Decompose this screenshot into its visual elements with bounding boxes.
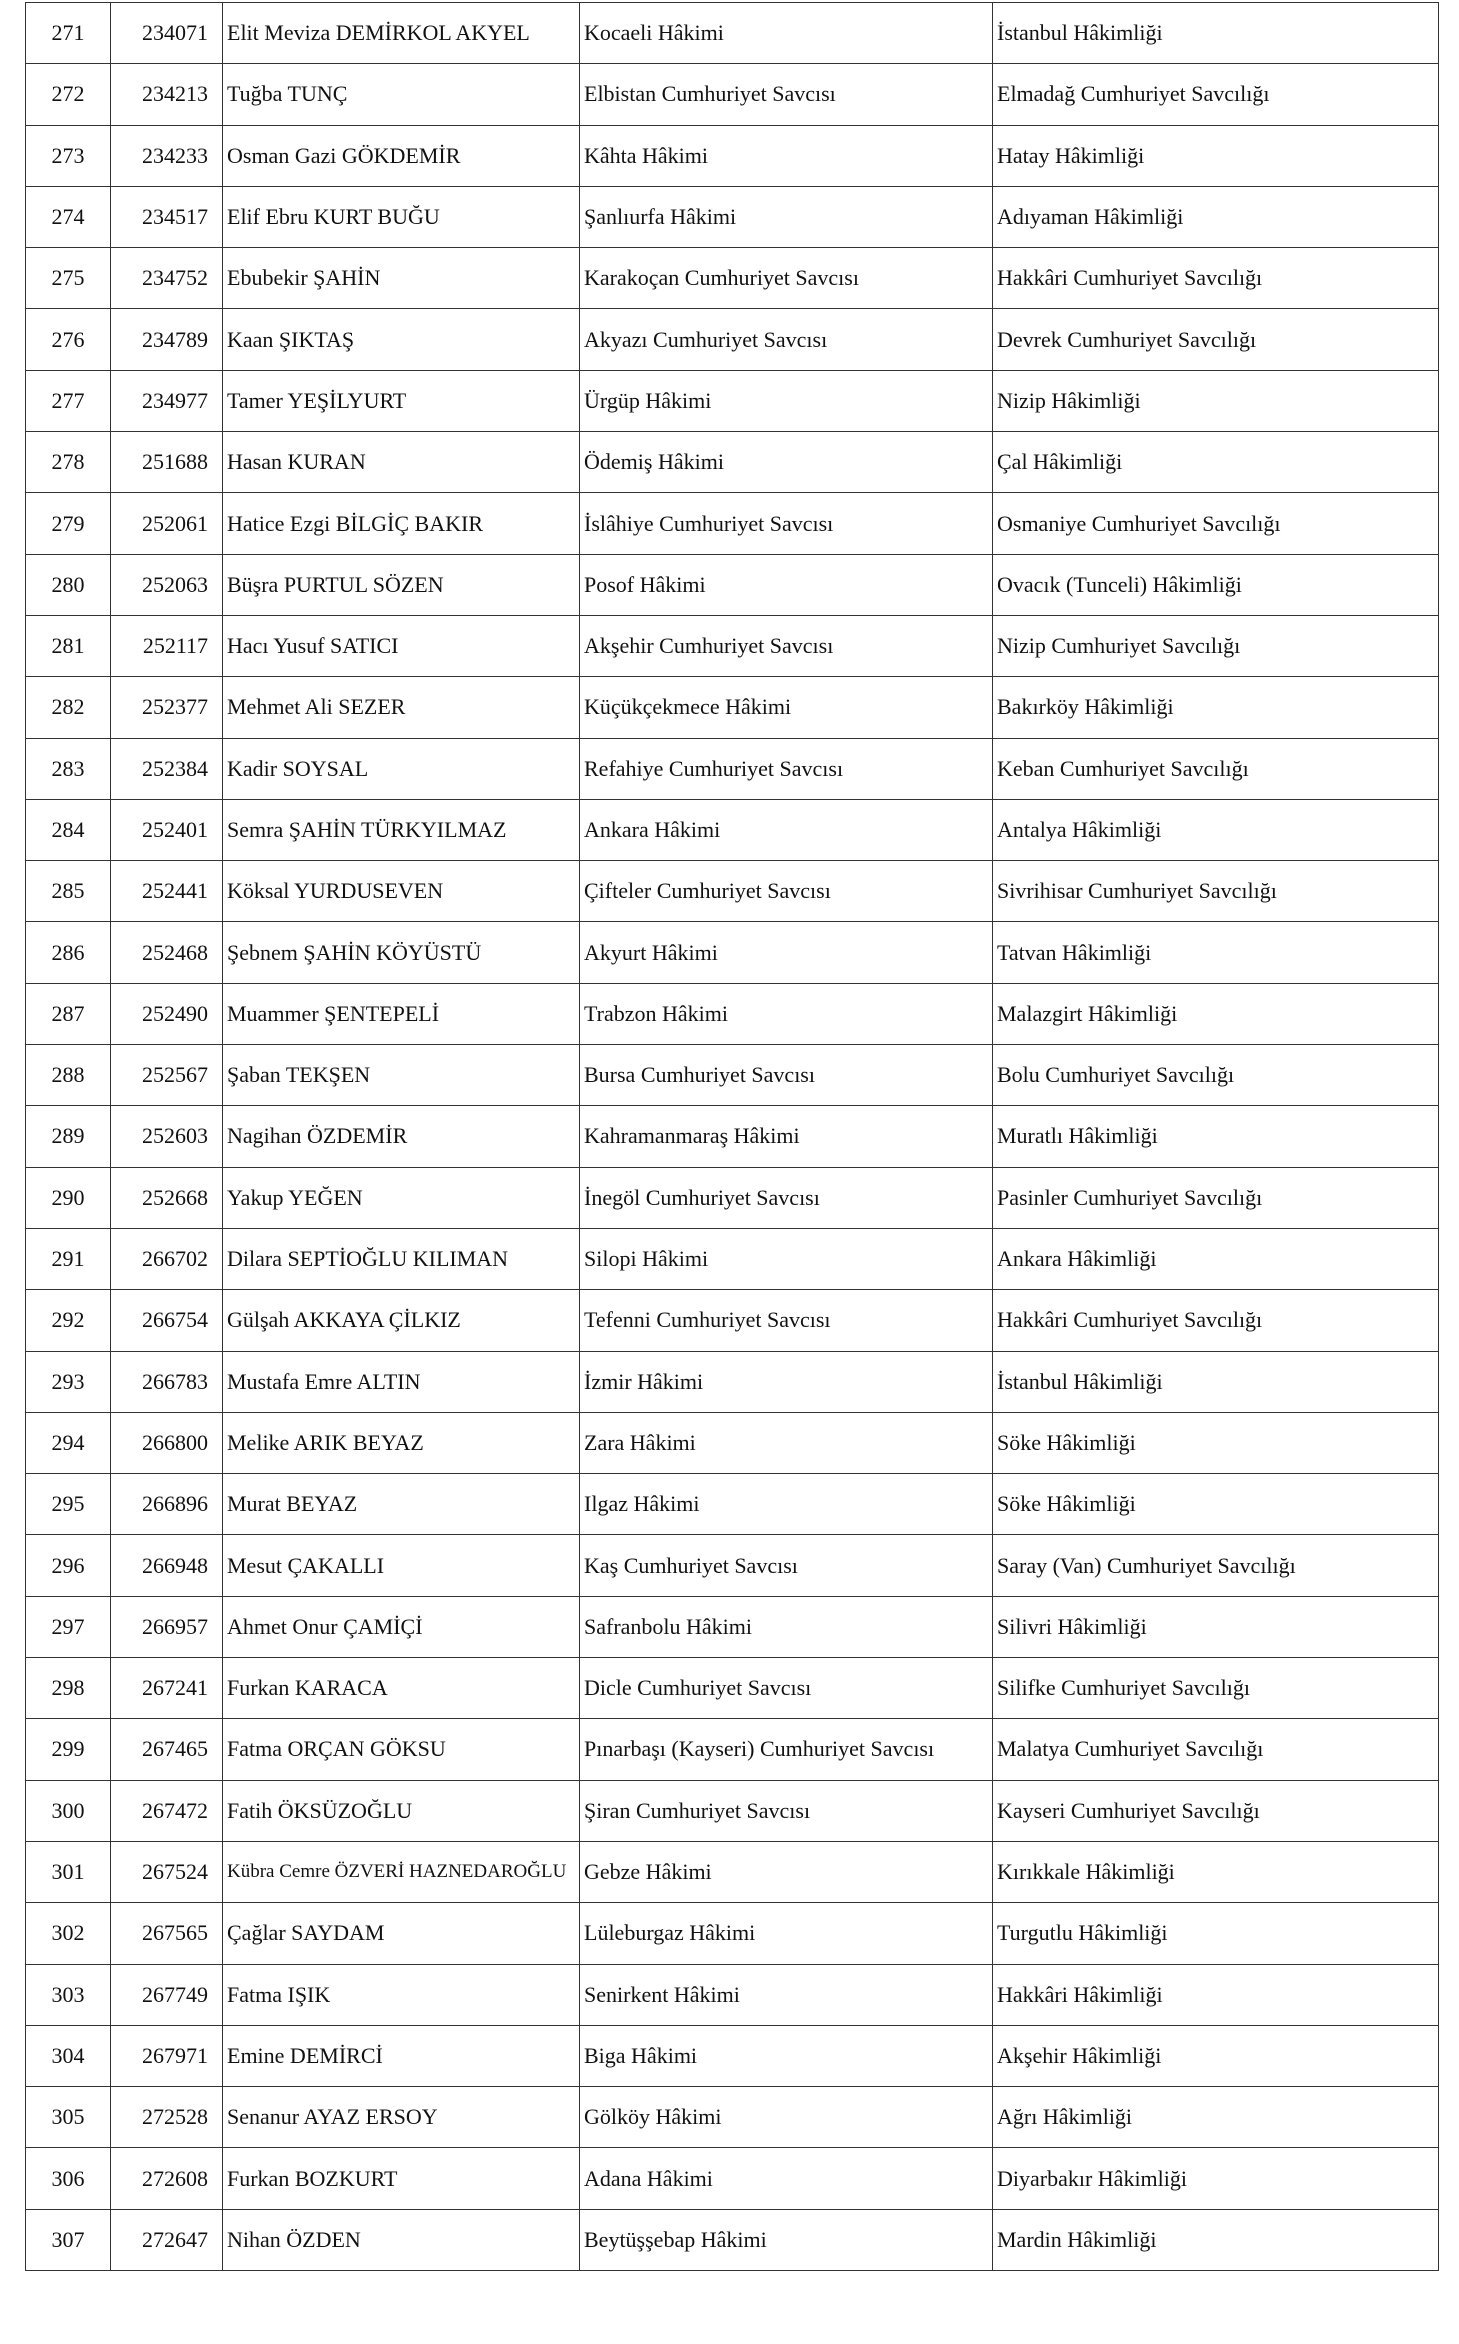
new-post-cell: Malazgirt Hâkimliği bbox=[993, 983, 1439, 1044]
person-name-cell: Murat BEYAZ bbox=[223, 1474, 580, 1535]
new-post-cell: Ankara Hâkimliği bbox=[993, 1228, 1439, 1289]
person-name-cell: Yakup YEĞEN bbox=[223, 1167, 580, 1228]
person-name-cell: Elit Meviza DEMİRKOL AKYEL bbox=[223, 3, 580, 64]
table-row bbox=[26, 615, 1439, 676]
current-post-cell: Kaş Cumhuriyet Savcısı bbox=[580, 1535, 993, 1596]
table-row bbox=[26, 1167, 1439, 1228]
row-number-cell: 271 bbox=[26, 3, 111, 64]
row-number-cell: 280 bbox=[26, 554, 111, 615]
new-post-cell: Sivrihisar Cumhuriyet Savcılığı bbox=[993, 861, 1439, 922]
new-post-cell: Turgutlu Hâkimliği bbox=[993, 1903, 1439, 1964]
person-name-cell: Melike ARIK BEYAZ bbox=[223, 1412, 580, 1473]
registry-number-cell: 252603 bbox=[111, 1106, 223, 1167]
row-number-cell: 298 bbox=[26, 1658, 111, 1719]
registry-number-cell: 267472 bbox=[111, 1780, 223, 1841]
person-name-cell: Elif Ebru KURT BUĞU bbox=[223, 186, 580, 247]
current-post-cell: Küçükçekmece Hâkimi bbox=[580, 677, 993, 738]
table-row bbox=[26, 1290, 1439, 1351]
person-name-cell: Kadir SOYSAL bbox=[223, 738, 580, 799]
new-post-cell: Ovacık (Tunceli) Hâkimliği bbox=[993, 554, 1439, 615]
person-name-cell: Fatma ORÇAN GÖKSU bbox=[223, 1719, 580, 1780]
person-name-cell: Muammer ŞENTEPELİ bbox=[223, 983, 580, 1044]
new-post-cell: Devrek Cumhuriyet Savcılığı bbox=[993, 309, 1439, 370]
table-row bbox=[26, 738, 1439, 799]
row-number-cell: 292 bbox=[26, 1290, 111, 1351]
table-row bbox=[26, 2025, 1439, 2086]
current-post-cell: Çifteler Cumhuriyet Savcısı bbox=[580, 861, 993, 922]
current-post-cell: İzmir Hâkimi bbox=[580, 1351, 993, 1412]
person-name-cell: Fatih ÖKSÜZOĞLU bbox=[223, 1780, 580, 1841]
current-post-cell: Şiran Cumhuriyet Savcısı bbox=[580, 1780, 993, 1841]
registry-number-cell: 267749 bbox=[111, 1964, 223, 2025]
person-name-cell: Senanur AYAZ ERSOY bbox=[223, 2087, 580, 2148]
current-post-cell: Kâhta Hâkimi bbox=[580, 125, 993, 186]
registry-number-cell: 252117 bbox=[111, 615, 223, 676]
current-post-cell: Posof Hâkimi bbox=[580, 554, 993, 615]
person-name-cell: Mehmet Ali SEZER bbox=[223, 677, 580, 738]
table-row bbox=[26, 1719, 1439, 1780]
row-number-cell: 287 bbox=[26, 983, 111, 1044]
row-number-cell: 293 bbox=[26, 1351, 111, 1412]
row-number-cell: 286 bbox=[26, 922, 111, 983]
row-number-cell: 275 bbox=[26, 248, 111, 309]
registry-number-cell: 252490 bbox=[111, 983, 223, 1044]
table-row bbox=[26, 554, 1439, 615]
decree-table-page bbox=[25, 2, 1438, 2271]
current-post-cell: Şanlıurfa Hâkimi bbox=[580, 186, 993, 247]
person-name-cell: Hacı Yusuf SATICI bbox=[223, 615, 580, 676]
registry-number-cell: 252567 bbox=[111, 1045, 223, 1106]
table-row bbox=[26, 1106, 1439, 1167]
registry-number-cell: 267241 bbox=[111, 1658, 223, 1719]
table-row bbox=[26, 2087, 1439, 2148]
row-number-cell: 276 bbox=[26, 309, 111, 370]
table-row bbox=[26, 2209, 1439, 2270]
registry-number-cell: 252377 bbox=[111, 677, 223, 738]
new-post-cell: Antalya Hâkimliği bbox=[993, 799, 1439, 860]
current-post-cell: Dicle Cumhuriyet Savcısı bbox=[580, 1658, 993, 1719]
new-post-cell: Çal Hâkimliği bbox=[993, 432, 1439, 493]
table-row bbox=[26, 1841, 1439, 1902]
row-number-cell: 305 bbox=[26, 2087, 111, 2148]
row-number-cell: 304 bbox=[26, 2025, 111, 2086]
person-name-cell: Şebnem ŞAHİN KÖYÜSTÜ bbox=[223, 922, 580, 983]
table-row bbox=[26, 1535, 1439, 1596]
current-post-cell: Lüleburgaz Hâkimi bbox=[580, 1903, 993, 1964]
person-name-cell: Ebubekir ŞAHİN bbox=[223, 248, 580, 309]
person-name-cell: Kaan ŞIKTAŞ bbox=[223, 309, 580, 370]
row-number-cell: 301 bbox=[26, 1841, 111, 1902]
row-number-cell: 303 bbox=[26, 1964, 111, 2025]
new-post-cell: Bakırköy Hâkimliği bbox=[993, 677, 1439, 738]
registry-number-cell: 272647 bbox=[111, 2209, 223, 2270]
table-row bbox=[26, 1351, 1439, 1412]
current-post-cell: Refahiye Cumhuriyet Savcısı bbox=[580, 738, 993, 799]
row-number-cell: 289 bbox=[26, 1106, 111, 1167]
table-row bbox=[26, 248, 1439, 309]
new-post-cell: Akşehir Hâkimliği bbox=[993, 2025, 1439, 2086]
person-name-cell: Mustafa Emre ALTIN bbox=[223, 1351, 580, 1412]
new-post-cell: Diyarbakır Hâkimliği bbox=[993, 2148, 1439, 2209]
new-post-cell: Osmaniye Cumhuriyet Savcılığı bbox=[993, 493, 1439, 554]
current-post-cell: Ürgüp Hâkimi bbox=[580, 370, 993, 431]
current-post-cell: Ilgaz Hâkimi bbox=[580, 1474, 993, 1535]
registry-number-cell: 272528 bbox=[111, 2087, 223, 2148]
row-number-cell: 273 bbox=[26, 125, 111, 186]
current-post-cell: Safranbolu Hâkimi bbox=[580, 1596, 993, 1657]
new-post-cell: Ağrı Hâkimliği bbox=[993, 2087, 1439, 2148]
current-post-cell: Ödemiş Hâkimi bbox=[580, 432, 993, 493]
new-post-cell: İstanbul Hâkimliği bbox=[993, 3, 1439, 64]
registry-number-cell: 252668 bbox=[111, 1167, 223, 1228]
new-post-cell: Bolu Cumhuriyet Savcılığı bbox=[993, 1045, 1439, 1106]
row-number-cell: 283 bbox=[26, 738, 111, 799]
person-name-cell: Hatice Ezgi BİLGİÇ BAKIR bbox=[223, 493, 580, 554]
table-row bbox=[26, 3, 1439, 64]
person-name-cell: Ahmet Onur ÇAMİÇİ bbox=[223, 1596, 580, 1657]
current-post-cell: Elbistan Cumhuriyet Savcısı bbox=[580, 64, 993, 125]
row-number-cell: 281 bbox=[26, 615, 111, 676]
new-post-cell: Kırıkkale Hâkimliği bbox=[993, 1841, 1439, 1902]
table-row bbox=[26, 1658, 1439, 1719]
registry-number-cell: 252063 bbox=[111, 554, 223, 615]
registry-number-cell: 267465 bbox=[111, 1719, 223, 1780]
new-post-cell: Hakkâri Cumhuriyet Savcılığı bbox=[993, 1290, 1439, 1351]
current-post-cell: Gebze Hâkimi bbox=[580, 1841, 993, 1902]
current-post-cell: Kocaeli Hâkimi bbox=[580, 3, 993, 64]
registry-number-cell: 266957 bbox=[111, 1596, 223, 1657]
registry-number-cell: 234517 bbox=[111, 186, 223, 247]
row-number-cell: 302 bbox=[26, 1903, 111, 1964]
new-post-cell: Pasinler Cumhuriyet Savcılığı bbox=[993, 1167, 1439, 1228]
table-row bbox=[26, 370, 1439, 431]
table-row bbox=[26, 1780, 1439, 1841]
current-post-cell: Tefenni Cumhuriyet Savcısı bbox=[580, 1290, 993, 1351]
registry-number-cell: 267971 bbox=[111, 2025, 223, 2086]
row-number-cell: 278 bbox=[26, 432, 111, 493]
person-name-cell: Çağlar SAYDAM bbox=[223, 1903, 580, 1964]
current-post-cell: Biga Hâkimi bbox=[580, 2025, 993, 2086]
new-post-cell: Söke Hâkimliği bbox=[993, 1412, 1439, 1473]
person-name-cell: Köksal YURDUSEVEN bbox=[223, 861, 580, 922]
table-row bbox=[26, 2148, 1439, 2209]
person-name-cell: Dilara SEPTİOĞLU KILIMAN bbox=[223, 1228, 580, 1289]
current-post-cell: Karakoçan Cumhuriyet Savcısı bbox=[580, 248, 993, 309]
new-post-cell: Nizip Cumhuriyet Savcılığı bbox=[993, 615, 1439, 676]
current-post-cell: Kahramanmaraş Hâkimi bbox=[580, 1106, 993, 1167]
current-post-cell: Bursa Cumhuriyet Savcısı bbox=[580, 1045, 993, 1106]
new-post-cell: Hatay Hâkimliği bbox=[993, 125, 1439, 186]
person-name-cell: Nagihan ÖZDEMİR bbox=[223, 1106, 580, 1167]
current-post-cell: Gölköy Hâkimi bbox=[580, 2087, 993, 2148]
table-row bbox=[26, 186, 1439, 247]
new-post-cell: Hakkâri Cumhuriyet Savcılığı bbox=[993, 248, 1439, 309]
row-number-cell: 288 bbox=[26, 1045, 111, 1106]
person-name-cell: Kübra Cemre ÖZVERİ HAZNEDAROĞLU bbox=[223, 1841, 580, 1902]
registry-number-cell: 234233 bbox=[111, 125, 223, 186]
current-post-cell: Adana Hâkimi bbox=[580, 2148, 993, 2209]
new-post-cell: Kayseri Cumhuriyet Savcılığı bbox=[993, 1780, 1439, 1841]
table-row bbox=[26, 799, 1439, 860]
registry-number-cell: 252468 bbox=[111, 922, 223, 983]
registry-number-cell: 234977 bbox=[111, 370, 223, 431]
table-row bbox=[26, 64, 1439, 125]
row-number-cell: 294 bbox=[26, 1412, 111, 1473]
person-name-cell: Büşra PURTUL SÖZEN bbox=[223, 554, 580, 615]
current-post-cell: Senirkent Hâkimi bbox=[580, 1964, 993, 2025]
registry-number-cell: 266754 bbox=[111, 1290, 223, 1351]
new-post-cell: Nizip Hâkimliği bbox=[993, 370, 1439, 431]
row-number-cell: 279 bbox=[26, 493, 111, 554]
current-post-cell: İnegöl Cumhuriyet Savcısı bbox=[580, 1167, 993, 1228]
row-number-cell: 297 bbox=[26, 1596, 111, 1657]
current-post-cell: Silopi Hâkimi bbox=[580, 1228, 993, 1289]
row-number-cell: 296 bbox=[26, 1535, 111, 1596]
table-row bbox=[26, 1474, 1439, 1535]
table-row bbox=[26, 983, 1439, 1044]
person-name-cell: Tamer YEŞİLYURT bbox=[223, 370, 580, 431]
table-row bbox=[26, 493, 1439, 554]
registry-number-cell: 234752 bbox=[111, 248, 223, 309]
current-post-cell: İslâhiye Cumhuriyet Savcısı bbox=[580, 493, 993, 554]
table-row bbox=[26, 1596, 1439, 1657]
table-row bbox=[26, 1045, 1439, 1106]
current-post-cell: Trabzon Hâkimi bbox=[580, 983, 993, 1044]
current-post-cell: Akşehir Cumhuriyet Savcısı bbox=[580, 615, 993, 676]
registry-number-cell: 267565 bbox=[111, 1903, 223, 1964]
person-name-cell: Furkan BOZKURT bbox=[223, 2148, 580, 2209]
row-number-cell: 282 bbox=[26, 677, 111, 738]
row-number-cell: 277 bbox=[26, 370, 111, 431]
person-name-cell: Nihan ÖZDEN bbox=[223, 2209, 580, 2270]
new-post-cell: Saray (Van) Cumhuriyet Savcılığı bbox=[993, 1535, 1439, 1596]
table-body bbox=[26, 3, 1439, 2271]
table-row bbox=[26, 1964, 1439, 2025]
new-post-cell: Tatvan Hâkimliği bbox=[993, 922, 1439, 983]
registry-number-cell: 251688 bbox=[111, 432, 223, 493]
new-post-cell: Söke Hâkimliği bbox=[993, 1474, 1439, 1535]
row-number-cell: 290 bbox=[26, 1167, 111, 1228]
row-number-cell: 299 bbox=[26, 1719, 111, 1780]
row-number-cell: 285 bbox=[26, 861, 111, 922]
new-post-cell: Silifke Cumhuriyet Savcılığı bbox=[993, 1658, 1439, 1719]
person-name-cell: Mesut ÇAKALLI bbox=[223, 1535, 580, 1596]
current-post-cell: Ankara Hâkimi bbox=[580, 799, 993, 860]
registry-number-cell: 272608 bbox=[111, 2148, 223, 2209]
table-row bbox=[26, 1412, 1439, 1473]
table-row bbox=[26, 1228, 1439, 1289]
registry-number-cell: 266783 bbox=[111, 1351, 223, 1412]
row-number-cell: 274 bbox=[26, 186, 111, 247]
person-name-cell: Osman Gazi GÖKDEMİR bbox=[223, 125, 580, 186]
current-post-cell: Zara Hâkimi bbox=[580, 1412, 993, 1473]
registry-number-cell: 266800 bbox=[111, 1412, 223, 1473]
row-number-cell: 295 bbox=[26, 1474, 111, 1535]
current-post-cell: Pınarbaşı (Kayseri) Cumhuriyet Savcısı bbox=[580, 1719, 993, 1780]
person-name-cell: Emine DEMİRCİ bbox=[223, 2025, 580, 2086]
person-name-cell: Semra ŞAHİN TÜRKYILMAZ bbox=[223, 799, 580, 860]
table-row bbox=[26, 125, 1439, 186]
row-number-cell: 306 bbox=[26, 2148, 111, 2209]
new-post-cell: Keban Cumhuriyet Savcılığı bbox=[993, 738, 1439, 799]
new-post-cell: İstanbul Hâkimliği bbox=[993, 1351, 1439, 1412]
person-name-cell: Gülşah AKKAYA ÇİLKIZ bbox=[223, 1290, 580, 1351]
registry-number-cell: 234789 bbox=[111, 309, 223, 370]
row-number-cell: 284 bbox=[26, 799, 111, 860]
table-row bbox=[26, 861, 1439, 922]
appointment-table bbox=[25, 2, 1439, 2271]
new-post-cell: Hakkâri Hâkimliği bbox=[993, 1964, 1439, 2025]
registry-number-cell: 252384 bbox=[111, 738, 223, 799]
person-name-cell: Tuğba TUNÇ bbox=[223, 64, 580, 125]
person-name-cell: Furkan KARACA bbox=[223, 1658, 580, 1719]
registry-number-cell: 267524 bbox=[111, 1841, 223, 1902]
current-post-cell: Akyazı Cumhuriyet Savcısı bbox=[580, 309, 993, 370]
current-post-cell: Beytüşşebap Hâkimi bbox=[580, 2209, 993, 2270]
new-post-cell: Malatya Cumhuriyet Savcılığı bbox=[993, 1719, 1439, 1780]
new-post-cell: Adıyaman Hâkimliği bbox=[993, 186, 1439, 247]
person-name-cell: Hasan KURAN bbox=[223, 432, 580, 493]
current-post-cell: Akyurt Hâkimi bbox=[580, 922, 993, 983]
table-row bbox=[26, 1903, 1439, 1964]
new-post-cell: Silivri Hâkimliği bbox=[993, 1596, 1439, 1657]
row-number-cell: 307 bbox=[26, 2209, 111, 2270]
registry-number-cell: 234213 bbox=[111, 64, 223, 125]
row-number-cell: 272 bbox=[26, 64, 111, 125]
new-post-cell: Mardin Hâkimliği bbox=[993, 2209, 1439, 2270]
new-post-cell: Elmadağ Cumhuriyet Savcılığı bbox=[993, 64, 1439, 125]
person-name-cell: Fatma IŞIK bbox=[223, 1964, 580, 2025]
row-number-cell: 291 bbox=[26, 1228, 111, 1289]
row-number-cell: 300 bbox=[26, 1780, 111, 1841]
registry-number-cell: 234071 bbox=[111, 3, 223, 64]
table-row bbox=[26, 432, 1439, 493]
table-row bbox=[26, 309, 1439, 370]
table-row bbox=[26, 922, 1439, 983]
registry-number-cell: 266896 bbox=[111, 1474, 223, 1535]
table-row bbox=[26, 677, 1439, 738]
registry-number-cell: 252441 bbox=[111, 861, 223, 922]
registry-number-cell: 266948 bbox=[111, 1535, 223, 1596]
person-name-cell: Şaban TEKŞEN bbox=[223, 1045, 580, 1106]
registry-number-cell: 252401 bbox=[111, 799, 223, 860]
new-post-cell: Muratlı Hâkimliği bbox=[993, 1106, 1439, 1167]
registry-number-cell: 252061 bbox=[111, 493, 223, 554]
registry-number-cell: 266702 bbox=[111, 1228, 223, 1289]
